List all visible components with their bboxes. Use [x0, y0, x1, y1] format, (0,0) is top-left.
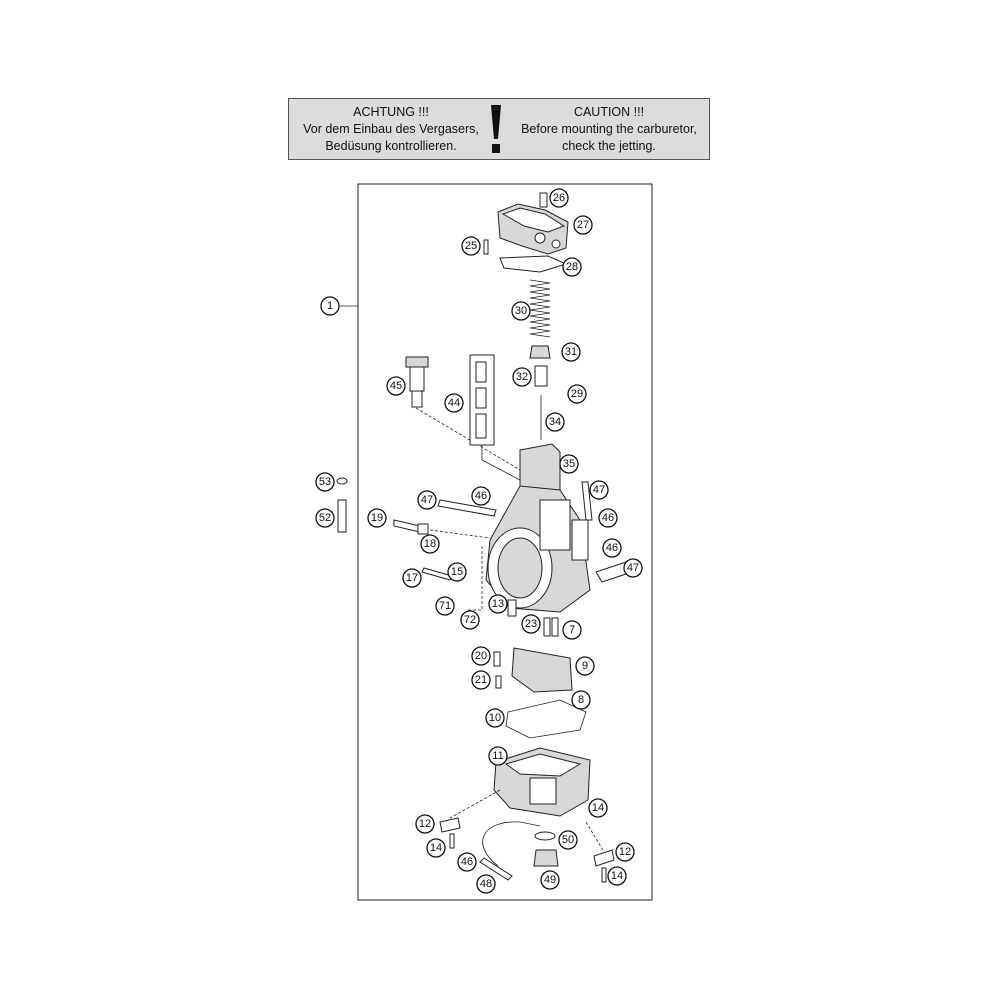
svg-text:12: 12: [618, 846, 632, 858]
svg-text:47: 47: [420, 494, 434, 506]
caution-line1-german: Vor dem Einbau des Vergasers,: [303, 122, 479, 136]
callout-47-upper-right: [590, 481, 608, 499]
gasket-part: [500, 256, 566, 272]
callout-50: [559, 831, 577, 849]
callout-11: [489, 747, 507, 765]
svg-text:20: 20: [474, 650, 488, 662]
callout-34: [546, 413, 564, 431]
callout-23: [522, 615, 540, 633]
svg-text:31: 31: [564, 346, 578, 358]
svg-text:11: 11: [492, 750, 504, 762]
callout-47-upper-left: [418, 491, 436, 509]
svg-text:47: 47: [626, 562, 640, 574]
svg-text:32: 32: [515, 371, 529, 383]
callout-21: [472, 671, 490, 689]
svg-text:9: 9: [581, 660, 589, 672]
caution-line2-german: Bedüsung kontrollieren.: [325, 139, 457, 153]
callout-44: [445, 394, 463, 412]
callout-29: [568, 385, 586, 403]
callout-8: [572, 691, 590, 709]
svg-text:12: 12: [418, 818, 432, 830]
svg-text:26: 26: [552, 192, 566, 204]
svg-text:15: 15: [450, 566, 464, 578]
callout-48: [477, 875, 495, 893]
svg-text:14: 14: [610, 870, 624, 882]
svg-text:17: 17: [405, 572, 419, 584]
svg-text:13: 13: [491, 598, 505, 610]
callout-12-right: [616, 843, 634, 861]
svg-text:48: 48: [479, 878, 493, 890]
callout-7: [563, 621, 581, 639]
callout-46-upper-left: [472, 487, 490, 505]
needle-clip-part: [530, 346, 550, 358]
callout-13: [489, 595, 507, 613]
svg-text:7: 7: [568, 624, 576, 636]
callout-53: [316, 473, 334, 491]
svg-text:44: 44: [447, 397, 461, 409]
callout-14-bottom-right: [608, 867, 626, 885]
caution-title-english: CAUTION !!!: [573, 105, 645, 119]
svg-text:25: 25: [464, 240, 478, 252]
callout-46-lower-right: [603, 539, 621, 557]
svg-text:35: 35: [562, 458, 576, 470]
svg-text:8: 8: [577, 694, 585, 706]
caution-line1-english: Before mounting the carburetor,: [521, 122, 697, 136]
callout-1: [321, 297, 339, 315]
callout-47-lower-right: [624, 559, 642, 577]
callout-45: [387, 377, 405, 395]
float-part: [512, 648, 572, 692]
callout-14-left: [427, 839, 445, 857]
callout-26: [550, 189, 568, 207]
svg-text:49: 49: [543, 874, 557, 886]
svg-text:27: 27: [576, 219, 590, 231]
svg-text:10: 10: [488, 712, 502, 724]
svg-text:34: 34: [548, 416, 562, 428]
idle-screw-part: [406, 357, 428, 407]
svg-text:46: 46: [474, 490, 488, 502]
callout-27: [574, 216, 592, 234]
callout-46-right: [599, 509, 617, 527]
svg-text:30: 30: [514, 305, 528, 317]
svg-text:29: 29: [570, 388, 584, 400]
svg-text:14: 14: [591, 802, 605, 814]
svg-text:50: 50: [561, 834, 575, 846]
carburetor-body-part: [486, 486, 590, 612]
callout-52: [316, 509, 334, 527]
svg-text:72: 72: [463, 614, 477, 626]
callout-31: [562, 343, 580, 361]
callout-25: [462, 237, 480, 255]
callout-15: [448, 563, 466, 581]
spring-part: [530, 280, 550, 337]
svg-text:46: 46: [605, 542, 619, 554]
svg-text:14: 14: [429, 842, 443, 854]
callout-18: [421, 535, 439, 553]
callout-14-right: [589, 799, 607, 817]
caution-title-german: ACHTUNG !!!: [353, 105, 429, 119]
callout-49: [541, 871, 559, 889]
svg-text:45: 45: [389, 380, 403, 392]
svg-text:46: 46: [601, 512, 615, 524]
svg-text:1: 1: [326, 300, 334, 312]
callout-12-left: [416, 815, 434, 833]
svg-text:53: 53: [318, 476, 332, 488]
caution-line2-english: check the jetting.: [562, 139, 656, 153]
callout-71: [436, 597, 454, 615]
callout-46-bottom: [458, 853, 476, 871]
svg-text:46: 46: [460, 856, 474, 868]
svg-text:47: 47: [592, 484, 606, 496]
svg-text:21: 21: [474, 674, 488, 686]
float-bowl-part: [494, 748, 590, 816]
callout-35: [560, 455, 578, 473]
svg-text:23: 23: [524, 618, 538, 630]
jet-set-part: [470, 355, 494, 445]
needle-holder-part: [535, 366, 547, 386]
svg-text:28: 28: [565, 261, 579, 273]
callout-20: [472, 647, 490, 665]
callout-28: [563, 258, 581, 276]
svg-text:71: 71: [438, 600, 452, 612]
callout-10: [486, 709, 504, 727]
callout-32: [513, 368, 531, 386]
svg-text:18: 18: [423, 538, 437, 550]
callout-17: [403, 569, 421, 587]
callout-72: [461, 611, 479, 629]
callout-19: [368, 509, 386, 527]
svg-text:52: 52: [318, 512, 332, 524]
svg-text:19: 19: [370, 512, 384, 524]
callout-30: [512, 302, 530, 320]
callout-9: [576, 657, 594, 675]
